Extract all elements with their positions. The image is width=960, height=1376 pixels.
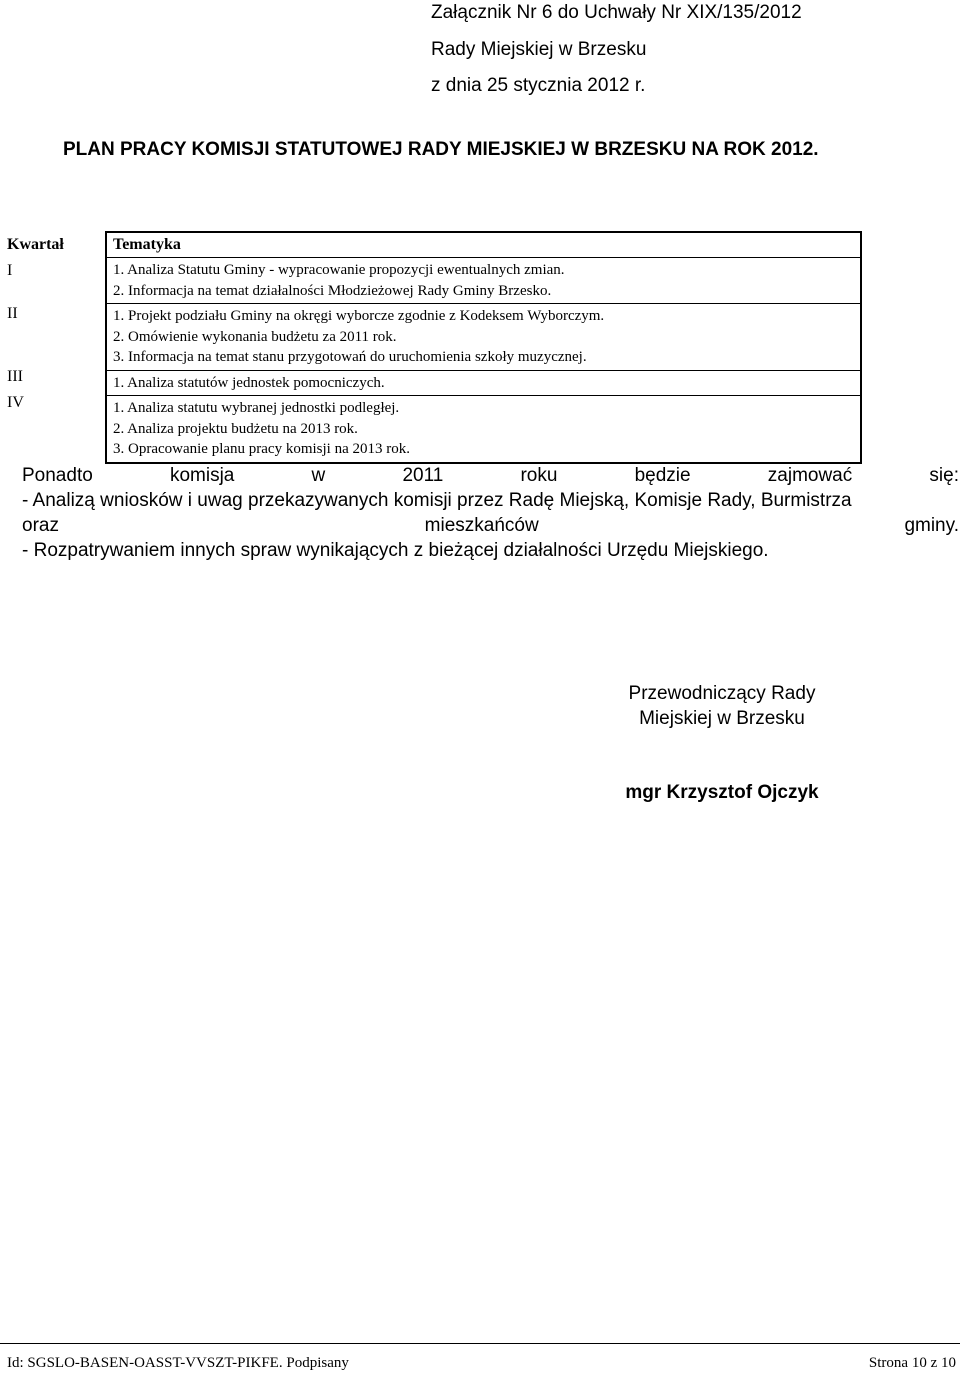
quarter-4-topics [106, 396, 861, 463]
list-item: 2. Informacja na temat działalności Młodzieżowej Rady Gminy Brzesko. [113, 282, 552, 299]
quarter-label: IV [7, 394, 24, 411]
header-line-2: Rady Miejskiej w Brzesku [431, 39, 647, 60]
table-row [106, 396, 861, 463]
quarter-label: II [7, 305, 18, 322]
header-line-3: z dnia 25 stycznia 2012 r. [431, 75, 646, 96]
list-item: 1. Analiza Statutu Gminy - wypracowanie propozycji ewentualnych zmian. [113, 262, 565, 278]
header-line-1: Załącznik Nr 6 do Uchwały Nr XIX/135/2012 [431, 2, 802, 23]
quarter-column-header: Kwartał [7, 236, 64, 253]
body-line-4: - Rozpatrywaniem innych spraw wynikających z bieżącej działalności Urzędu Miejskiego. [22, 540, 769, 561]
page-number: Strona 10 z 10 [868, 1355, 956, 1371]
body-line-1: Ponadto komisja w 2011 roku będzie zajmować się: [22, 465, 959, 486]
quarter-label: III [7, 368, 23, 385]
list-item: 3. Opracowanie planu pracy komisji na 2013 rok. [113, 441, 411, 457]
page-footer [0, 1343, 960, 1371]
quarter-2-topics [106, 304, 861, 371]
work-plan-table [105, 231, 862, 464]
table-header-row [106, 232, 861, 258]
list-item: 2. Analiza projektu budżetu na 2013 rok. [113, 420, 358, 437]
table-row [106, 370, 861, 396]
quarter-3-topics [106, 370, 861, 396]
body-line-2: - Analizą wniosków i uwag przekazywanych komisji przez Radę Miejską, Komisje Rady, Burmistrza [22, 490, 852, 511]
body-line-3: oraz mieszkańców gminy. [22, 515, 959, 536]
quarter-label: I [7, 262, 13, 279]
signatory-role-line-2: Miejskiej w Brzesku [639, 708, 805, 729]
page-title: PLAN PRACY KOMISJI STATUTOWEJ RADY MIEJSKIEJ W BRZESKU NA ROK 2012. [63, 139, 819, 160]
list-item: 1. Analiza statutów jednostek pomocniczych. [113, 374, 385, 391]
signatory-role-line-1: Przewodniczący Rady [628, 683, 816, 704]
table-row [106, 304, 861, 371]
table-row [106, 258, 861, 304]
list-item: 1. Projekt podziału Gminy na okręgi wyborcze zgodnie z Kodeksem Wyborczym. [113, 308, 605, 324]
list-item: 1. Analiza statutu wybranej jednostki podległej. [113, 400, 400, 416]
quarter-1-topics [106, 258, 861, 304]
list-item: 2. Omówienie wykonania budżetu za 2011 rok. [113, 328, 397, 345]
document-id: Id: SGSLO-BASEN-OASST-VVSZT-PIKFE. Podpisany [7, 1355, 349, 1371]
list-item: 3. Informacja na temat stanu przygotowań do uruchomienia szkoły muzycznej. [113, 349, 587, 365]
topics-column-header: Tematyka [106, 232, 861, 258]
signatory-name: mgr Krzysztof Ojczyk [625, 782, 819, 803]
